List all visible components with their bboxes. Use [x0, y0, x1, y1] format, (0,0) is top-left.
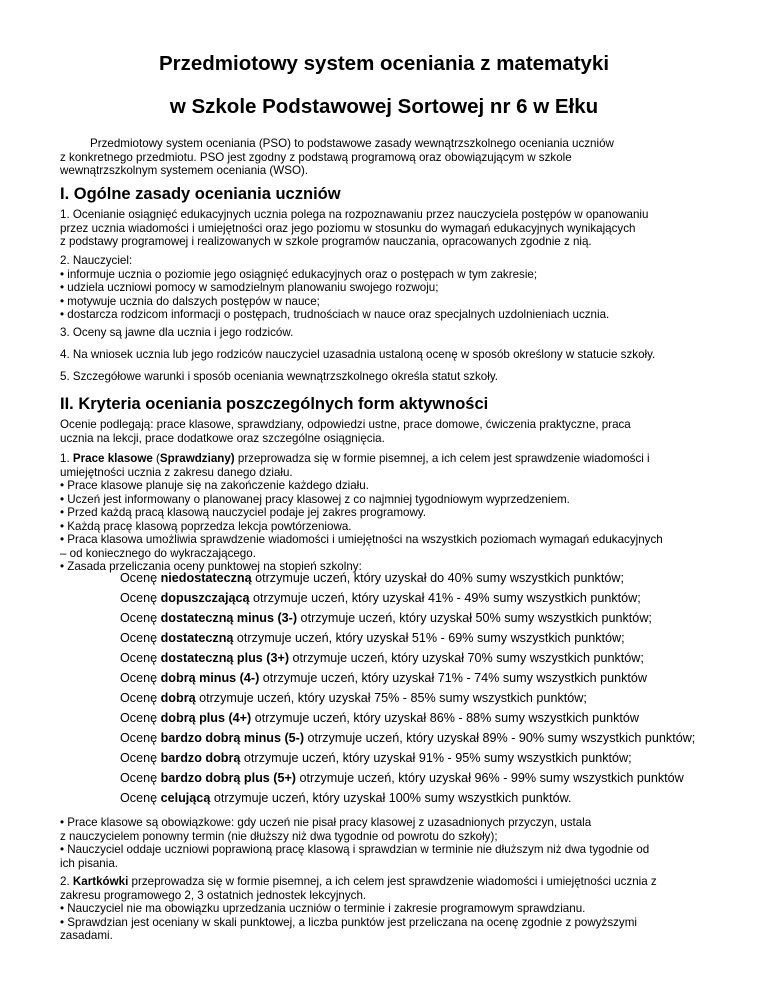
text-line: z podstawy programowej i realizowanych w szkole programów nauczania, opracowanych zgodnie z nią. [60, 235, 592, 248]
bold-term: Prace klasowe [72, 452, 153, 465]
text-line: 2. Kartkówki przeprowadza się w formie pisemnej, a ich celem jest sprawdzenie wiadomości i umiejętności ucznia z [60, 875, 657, 888]
section-1-paragraph-1 [60, 208, 720, 249]
grade-rule: Ocenę dobrą minus (4-) otrzymuje uczeń, który uzyskał 71% - 74% sumy wszystkich punktów [120, 671, 648, 685]
grade-rule: Ocenę dostateczną plus (3+) otrzymuje uczeń, który uzyskał 70% sumy wszystkich punktów; [120, 651, 644, 665]
text-line: • Zasada przeliczania oceny punktowej na stopień szkolny: [60, 560, 362, 573]
grade-rule: Ocenę dopuszczającą otrzymuje uczeń, który uzyskał 41% - 49% sumy wszystkich punktów; [120, 591, 641, 605]
text-line: zasadami. [60, 929, 113, 942]
text-line: • dostarcza rodzicom informacji o postępach, trudnościach w nauce oraz specjalnych uzdolnieniach ucznia. [60, 308, 610, 321]
grade-rule: Ocenę dobrą otrzymuje uczeń, który uzyskał 75% - 85% sumy wszystkich punktów; [120, 691, 587, 705]
grade-rule: Ocenę bardzo dobrą minus (5-) otrzymuje uczeń, który uzyskał 89% - 90% sumy wszystkich punktów; [120, 731, 696, 745]
grade-rule: Ocenę celującą otrzymuje uczeń, który uzyskał 100% sumy wszystkich punktów. [120, 791, 572, 805]
text-line: 5. Szczegółowe warunki i sposób oceniania wewnątrzszkolnego określa statut szkoły. [60, 370, 498, 383]
text-line: 1. Ocenianie osiągnięć edukacyjnych ucznia polega na rozpoznawaniu przez nauczyciela postępów w opanowaniu [60, 208, 649, 221]
grade-rule: Ocenę bardzo dobrą plus (5+) otrzymuje uczeń, który uzyskał 96% - 99% sumy wszystkich punktów [120, 771, 684, 785]
section-1-paragraph-2 [60, 254, 720, 322]
section-2-intro [60, 418, 720, 445]
bold-term: Kartkówki [72, 875, 129, 888]
title-line-2: w Szkole Podstawowej Sortowej nr 6 w Ełku [169, 95, 599, 118]
text-line: umiejętności ucznia z zakresu danego działu. [60, 465, 293, 479]
section-1-paragraph-4 [60, 348, 720, 362]
text-line: • Sprawdzian jest oceniany w skali punktowej, a liczba punktów jest przeliczana na ocenę zgodnie z powyższymi [60, 915, 637, 929]
text-line: ich pisania. [60, 856, 119, 870]
text-line: • Każdą pracę klasową poprzedza lekcja powtórzeniowa. [60, 519, 352, 533]
intro-paragraph [60, 137, 720, 178]
grade-rule: Ocenę niedostateczną otrzymuje uczeń, który uzyskał do 40% sumy wszystkich punktów; [120, 571, 624, 585]
text-line: 4. Na wniosek ucznia lub jego rodziców nauczyciel uzasadnia ustaloną ocenę w sposób określony w statucie szkoły. [60, 348, 656, 361]
intro-line: Przedmiotowy system oceniania (PSO) to podstawowe zasady wewnątrzszkolnego oceniania uczniów [90, 137, 614, 150]
title-line-1: Przedmiotowy system oceniania z matematyki [158, 52, 610, 75]
text-line: • informuje ucznia o poziomie jego osiągnięć edukacyjnych oraz o postępach w tym zakresie; [60, 267, 538, 281]
grade-rule: Ocenę dostateczną minus (3-) otrzymuje uczeń, który uzyskał 50% sumy wszystkich punktów; [120, 611, 652, 625]
grade-rule: Ocenę dobrą plus (4+) otrzymuje uczeń, który uzyskał 86% - 88% sumy wszystkich punktów [120, 711, 639, 725]
text-line: • udziela uczniowi pomocy w samodzielnym planowaniu swojego rozwoju; [60, 281, 439, 294]
text-line: – od koniecznego do wykraczającego. [60, 546, 256, 560]
text-line: z nauczycielem ponowny termin (nie dłuższy niż dwa tygodnie od powrotu do szkoły); [60, 829, 498, 843]
grade-rule: Ocenę bardzo dobrą otrzymuje uczeń, który uzyskał 91% - 95% sumy wszystkich punktów; [120, 751, 632, 765]
text-line: 2. Nauczyciel: [60, 254, 133, 267]
text-line: ucznia na lekcji, prace dodatkowe oraz szczególne osiągnięcia. [60, 431, 385, 445]
text-line: • motywuje ucznia do dalszych postępów w nauce; [60, 294, 320, 308]
intro-line: wewnątrzszkolnym systemem oceniania (WSO). [60, 164, 309, 177]
grade-rule: Ocenę dostateczną otrzymuje uczeń, który uzyskał 51% - 69% sumy wszystkich punktów; [120, 631, 625, 645]
section-2-paragraph-1 [60, 452, 720, 574]
text-line: • Nauczyciel nie ma obowiązku uprzedzania uczniów o terminie i zakresie programowym sprawdzianu. [60, 902, 586, 915]
text-line: zakresu programowego 2, 3 ostatnich jednostek lekcyjnych. [60, 888, 367, 902]
section-1-paragraph-5 [60, 370, 720, 384]
section-2-heading: II. Kryteria oceniania poszczególnych form aktywności [60, 395, 489, 413]
text-line: • Prace klasowe są obowiązkowe: gdy uczeń nie pisał pracy klasowej z uzasadnionych przyczyn, ustala [60, 816, 592, 829]
section-1-heading: I. Ogólne zasady oceniania uczniów [60, 185, 341, 203]
text-line: • Praca klasowa umożliwia sprawdzenie wiadomości i umiejętności na wszystkich poziomach wymagań edukacyjnych [60, 533, 663, 546]
text-line: • Prace klasowe planuje się na zakończenie każdego działu. [60, 479, 369, 492]
text-line: 1. Prace klasowe (Sprawdziany) przeprowadza się w formie pisemnej, a ich celem jest sprawdzenie wiadomości i [60, 452, 650, 465]
section-2-after-grades [60, 816, 720, 870]
text-line: • Uczeń jest informowany o planowanej pracy klasowej z co najmniej tygodniowym wyprzedzeniem. [60, 492, 570, 506]
intro-line: z konkretnego przedmiotu. PSO jest zgodny z podstawą programową oraz obowiązującym w szkole [60, 150, 572, 164]
text-line: 3. Oceny są jawne dla ucznia i jego rodziców. [60, 326, 294, 339]
text-line: Ocenie podlegają: prace klasowe, sprawdziany, odpowiedzi ustne, prace domowe, ćwiczenia praktyczne, praca [60, 418, 631, 431]
text-line: • Przed każdą pracą klasową nauczyciel podaje jej zakres programowy. [60, 506, 427, 519]
section-1-paragraph-3 [60, 326, 720, 340]
bold-term: Sprawdziany) [159, 452, 235, 465]
section-2-paragraph-2 [60, 875, 720, 943]
text-line: • Nauczyciel oddaje uczniowi poprawioną pracę klasową i sprawdzian w terminie nie dłuższym niż dwa tygodnie od [60, 843, 650, 856]
text-line: przez ucznia wiadomości i umiejętności oraz jego poziomu w stosunku do wymagań edukacyjnych wynikających [60, 221, 636, 235]
